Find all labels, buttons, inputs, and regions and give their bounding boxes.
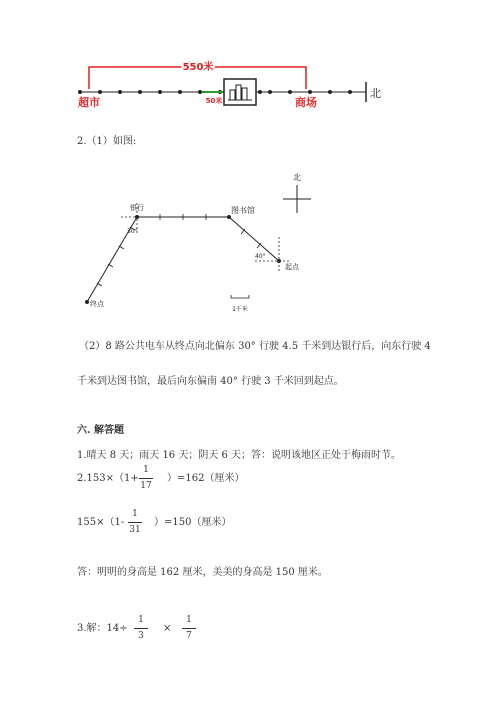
- answer-2-fraction: [139, 466, 153, 491]
- fraction-numerator: 1: [143, 465, 149, 475]
- q2-part2-line1: （2）8 路公共电车从终点向北偏东 30° 行驶 4.5 千米到达银行后，向东行驶 4: [79, 341, 431, 352]
- answer-2b-prefix: 155×（1-: [77, 517, 125, 528]
- bank-angle-label: 30°: [127, 228, 138, 235]
- answer-3-fraction-1: [134, 616, 148, 641]
- compass-north-label: 北: [293, 173, 301, 182]
- answer-2-suffix: ）=162（厘米）: [167, 473, 245, 484]
- answer-2b-fraction: [128, 510, 142, 535]
- start-label: 超市: [78, 96, 100, 109]
- fraction-denominator: 17: [140, 481, 152, 491]
- compass-icon: [283, 185, 311, 213]
- fraction-denominator: 31: [129, 525, 141, 535]
- q2-part1-heading: 2.（1）如图:: [77, 136, 137, 147]
- section-title: 六. 解答题: [77, 425, 124, 436]
- answer-2b-suffix: ）=150（厘米）: [154, 517, 232, 528]
- answer-1: 1.晴天 8 天；雨天 16 天；阴天 6 天；答：说明该地区正处于梅雨时节。: [77, 450, 402, 461]
- start-label: 起点: [285, 263, 299, 271]
- terminal-label: 终点: [90, 300, 104, 308]
- bank-point: [135, 215, 139, 219]
- library-point: [227, 215, 231, 219]
- answer-2-prefix: 2.153×（1+: [77, 473, 139, 484]
- q2-part2-line2: 千米到达图书馆，最后向东偏南 40° 行驶 3 千米回到起点。: [77, 376, 344, 387]
- fraction-denominator: 7: [186, 631, 192, 641]
- distance-label: 550米: [182, 62, 214, 73]
- fraction-numerator: 1: [186, 615, 192, 625]
- answer-3-prefix: 3.解：14÷: [77, 623, 128, 634]
- scale-bar: [231, 295, 249, 298]
- building-icon: [224, 79, 256, 105]
- fraction-denominator: 3: [138, 631, 144, 641]
- end-label: 商场: [295, 96, 317, 109]
- scale-bar-label: 1千米: [232, 306, 248, 313]
- scale-label: 50米: [205, 97, 223, 105]
- fraction-numerator: 1: [132, 509, 138, 519]
- answer-3-fraction-2: [182, 616, 196, 641]
- start-point: [277, 259, 281, 263]
- answer-2-conclusion: 答：明明的身高是 162 厘米，美美的身高是 150 厘米。: [77, 567, 328, 578]
- route-ticks: [97, 214, 261, 286]
- library-angle-label: 40°: [255, 253, 266, 260]
- route-path: [87, 217, 279, 302]
- answer-3-times: ×: [163, 623, 172, 634]
- north-label: 北: [370, 87, 381, 100]
- bank-label: 银行: [130, 204, 144, 212]
- distance-diagram: [60, 50, 390, 120]
- route-diagram: [75, 165, 335, 320]
- terminal-point: [85, 300, 89, 304]
- library-label: 图书馆: [231, 206, 255, 215]
- fraction-numerator: 1: [138, 615, 144, 625]
